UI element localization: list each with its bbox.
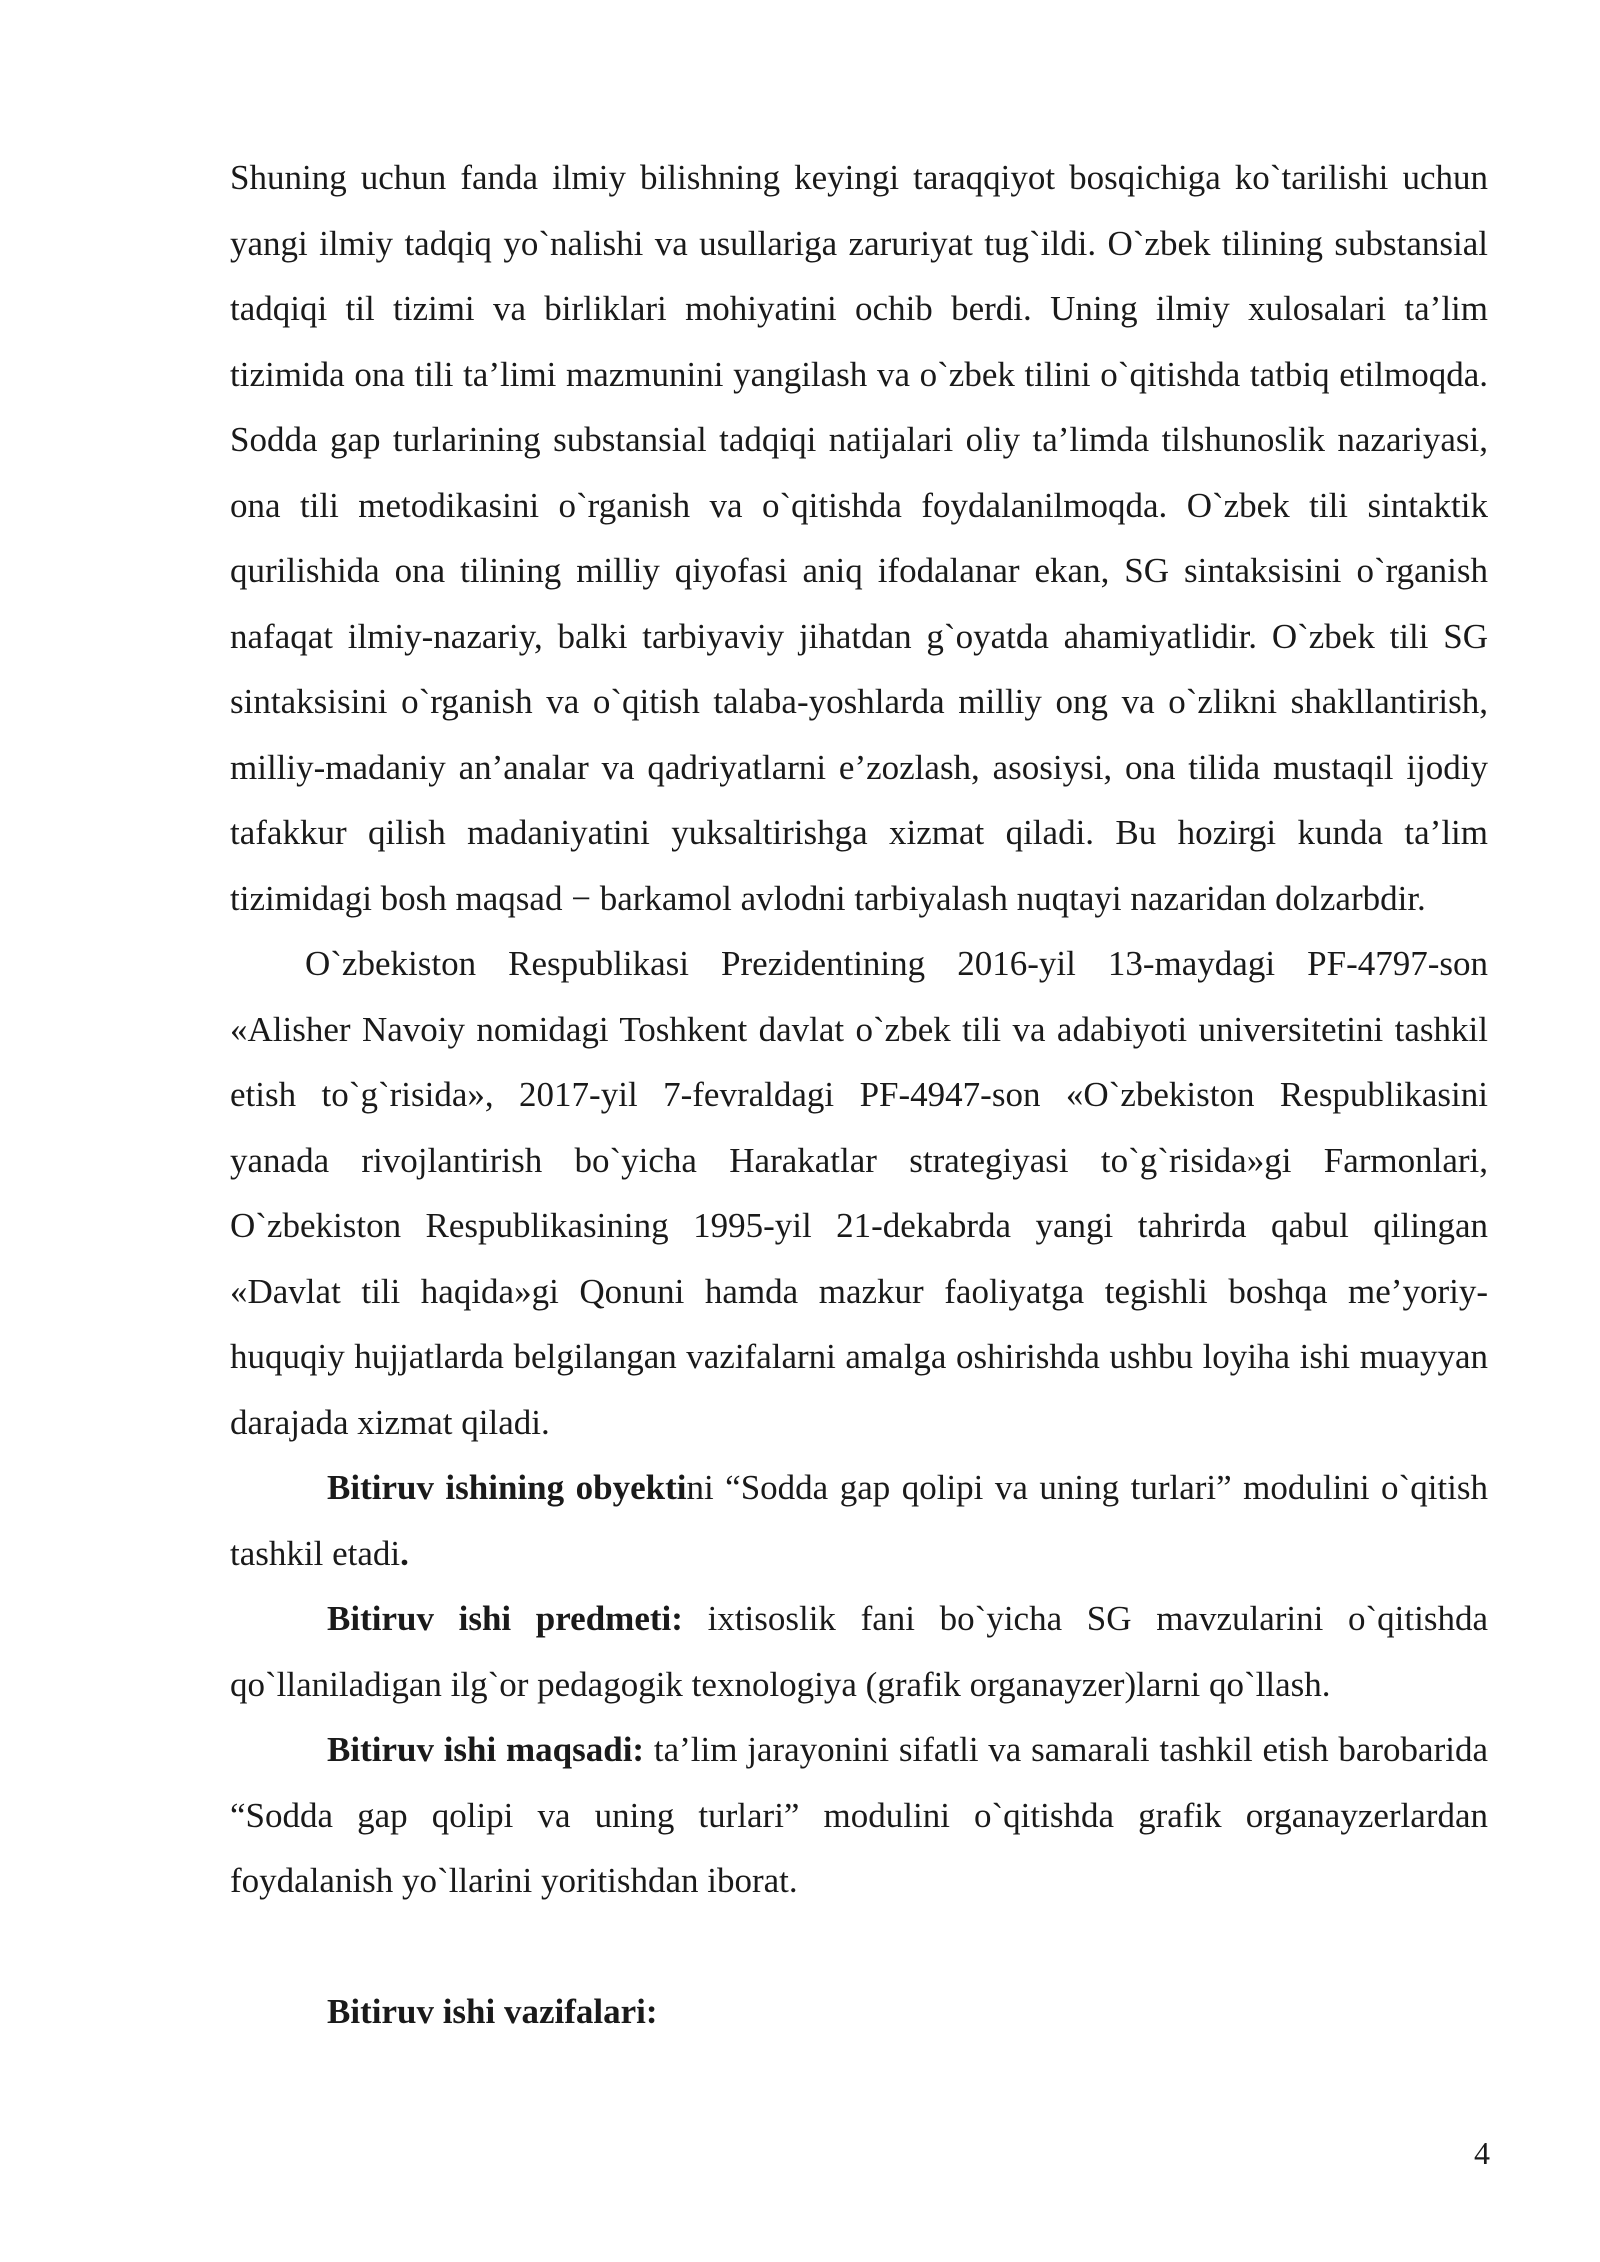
goal-heading: Bitiruv ishi maqsadi: <box>327 1730 645 1769</box>
object-text: ni “Sodda gap qolipi va uning turlari” modulini o`qitish tashkil etadi <box>230 1468 1489 1573</box>
tasks-heading: Bitiruv ishi vazifalari: <box>327 1991 658 2031</box>
paragraph-subject <box>230 1586 1488 1717</box>
paragraph-2: O`zbekiston Respublikasi Prezidentining 2016-yil 13-maydagi PF-4797-son «Alisher Navoiy nomidagi Toshkent davlat o`zbek tili va adabiyoti universitetini tashkil etish to`g`risida», 2017-yil 7-fevraldagi PF-4947-son «O`zbekiston Respublikasini yanada rivojlantirish bo`yicha Harakatlar strategiyasi to`g`risida»gi Farmonlari, O`zbekiston Respublikasining 1995-yil 21-dekabrda yangi tahrirda qabul qilingan «Davlat tili haqida»gi Qonuni hamda mazkur faoliyatga tegishli boshqa me’yoriy-huquqiy hujjatlarda belgilangan vazifalarni amalga oshirishda ushbu loyiha ishi muayyan darajada xizmat qiladi. <box>230 944 1488 1442</box>
object-period: . <box>400 1533 409 1573</box>
subject-heading: Bitiruv ishi predmeti: <box>327 1599 683 1638</box>
goal-text: ta’lim jarayonini sifatli va samarali tashkil etish barobarida “Sodda gap qolipi va uning turlari” modulini o`qitishda grafik organayzerlardan foydalanish yo`llarini yoritishdan iborat. <box>230 1730 1488 1900</box>
subject-text: ixtisoslik fani bo`yicha SG mavzularini o`qitishda qo`llaniladigan ilg`or pedagogik texnologiya (grafik organayzer)larni qo`llash. <box>230 1599 1488 1704</box>
paragraph-object <box>230 1455 1488 1586</box>
paragraph-1: Shuning uchun fanda ilmiy bilishning keyingi taraqqiyot bosqichiga ko`tarilishi uchun yangi ilmiy tadqiq yo`nalishi va usullariga zaruriyat tug`ildi. O`zbek tilining substansial tadqiqi til tizimi va birliklari mohiyatini ochib berdi. Uning ilmiy xulosalari ta’lim tizimida ona tili ta’limi mazmunini yangilash va o`zbek tilini o`qitishda tatbiq etilmoqda. Sodda gap turlarining substansial tadqiqi natijalari oliy ta’limda tilshunoslik nazariyasi, ona tili metodikasini o`rganish va o`qitishda foydalanilmoqda. O`zbek tili sintaktik qurilishida ona tilining milliy qiyofasi aniq ifodalanar ekan, SG sintaksisini o`rganish nafaqat ilmiy-nazariy, balki tarbiyaviy jihatdan g`oyatda ahamiyatlidir. O`zbek tili SG sintaksisini o`rganish va o`qitish talaba-yoshlarda milliy ong va o`zlikni shakllantirish, milliy-madaniy an’analar va qadriyatlarni e’zozlash, asosiysi, ona tilida mustaqil ijodiy tafakkur qilish madaniyatini yuksaltirishga xizmat qiladi. Bu hozirgi kunda ta’lim tizimidagi bosh maqsad − barkamol avlodni tarbiyalash nuqtayi nazaridan dolzarbdir. <box>230 158 1488 918</box>
paragraph-goal <box>230 1717 1488 1914</box>
object-heading: Bitiruv ishining obyekti <box>327 1468 687 1507</box>
page-number: 4 <box>1474 2135 1490 2171</box>
document-body <box>230 145 1488 2044</box>
paragraph-tasks <box>230 1979 1488 2045</box>
blank-line <box>230 1914 1488 1979</box>
